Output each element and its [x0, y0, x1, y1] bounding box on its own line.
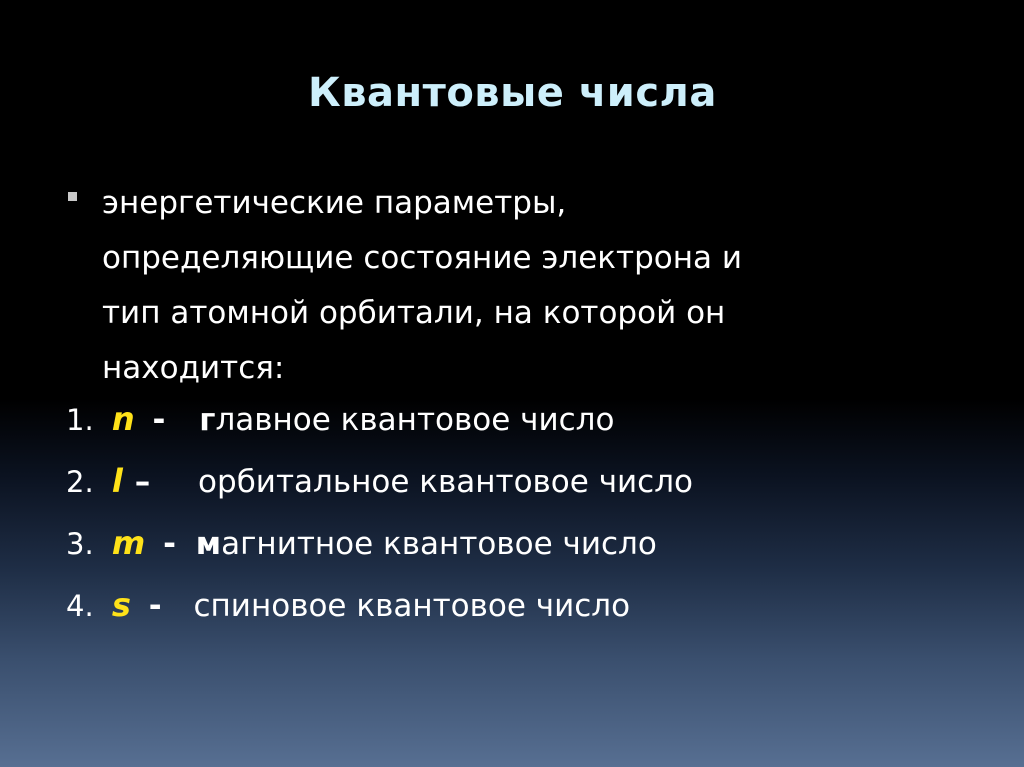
item-description-rest: орбитальное квантовое число — [198, 464, 693, 500]
item-description — [175, 402, 614, 438]
quantum-numbers-list — [66, 388, 966, 636]
list-item-principal — [66, 388, 966, 450]
definition-line: тип атомной орбитали, на которой он — [102, 295, 726, 331]
item-symbol: n — [111, 400, 135, 438]
definition-line: находится: — [102, 350, 285, 386]
definition-line: определяющие состояние электрона и — [102, 240, 742, 276]
item-description-rest: агнитное квантовое число — [221, 526, 657, 562]
item-description — [160, 464, 693, 500]
list-item-magnetic — [66, 512, 966, 574]
item-symbol: l — [111, 462, 123, 500]
item-dash: – — [134, 464, 151, 500]
definition-line: энергетические параметры, — [102, 185, 567, 221]
item-description-rest: спиновое квантовое число — [193, 588, 631, 624]
square-bullet-icon — [68, 192, 77, 201]
item-description-lead: м — [195, 526, 222, 562]
item-dash: - — [148, 588, 162, 624]
item-dash: - — [163, 526, 176, 562]
item-description-lead: г — [199, 402, 216, 438]
item-dash: - — [152, 402, 166, 438]
item-number: 2. — [66, 465, 94, 499]
slide-title: Квантовые числа — [308, 70, 717, 116]
item-description-rest: лавное квантовое число — [215, 402, 615, 438]
item-symbol: m — [111, 524, 146, 562]
item-number: 1. — [66, 403, 94, 437]
item-symbol: s — [111, 586, 131, 624]
list-item-spin — [66, 574, 966, 636]
item-description — [186, 526, 657, 562]
item-description — [172, 588, 631, 624]
list-item-orbital — [66, 450, 966, 512]
definition-text — [102, 176, 968, 396]
item-number: 4. — [66, 589, 94, 623]
definition-bullet — [68, 176, 968, 396]
item-number: 3. — [66, 527, 94, 561]
